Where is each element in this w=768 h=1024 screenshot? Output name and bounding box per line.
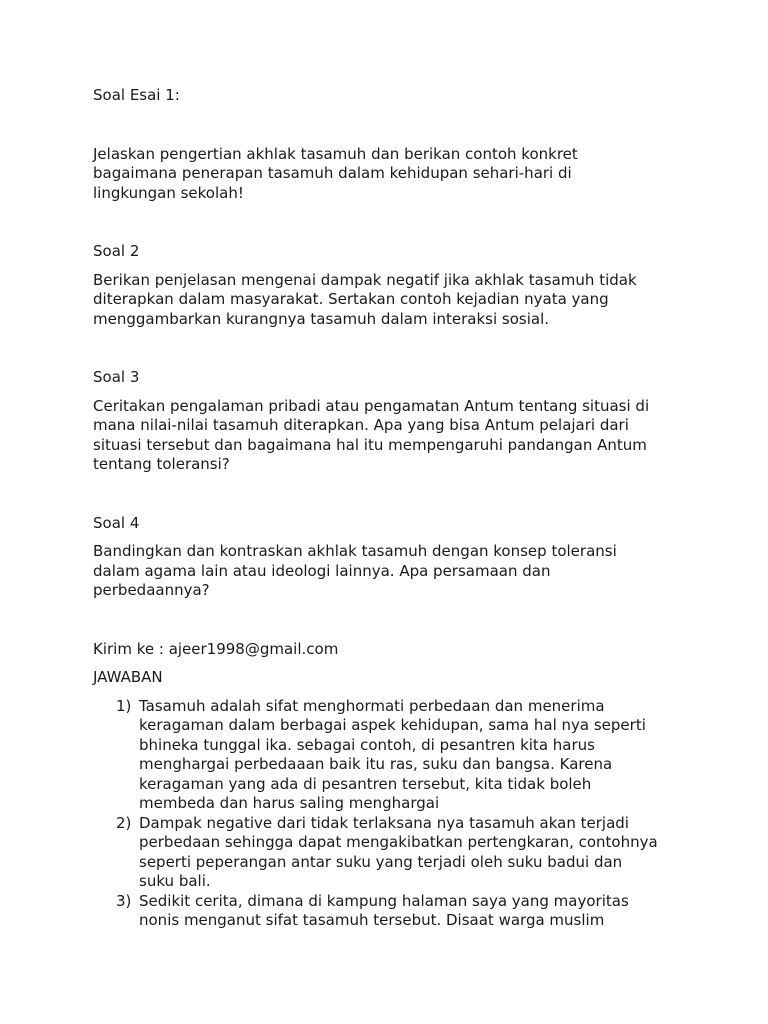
text-line: seperti peperangan antar suku yang terjadi oleh suku badui dan [139, 852, 623, 871]
text-line: perbedaan sehingga dapat mengakibatkan pertengkaran, contohnya [139, 833, 658, 851]
question-2-heading: Soal 2 [93, 242, 140, 260]
answer-number: 3) [116, 891, 132, 910]
text-line: Sedikit cerita, dimana di kampung halaman saya yang mayoritas [139, 891, 629, 910]
question-4-heading: Soal 4 [93, 513, 140, 532]
question-3-text [93, 397, 688, 475]
answers-list [93, 697, 688, 931]
text-line: bagaimana penerapan tasamuh dalam kehidupan sehari-hari di [93, 164, 572, 182]
text-line: suku bali. [139, 872, 211, 890]
text-line: keragaman dalam berbagai aspek kehidupan, sama hal nya seperti [139, 716, 646, 734]
text-line: diterapkan dalam masyarakat. Sertakan contoh kejadian nyata yang [93, 290, 609, 308]
answer-item [93, 697, 688, 814]
text-line: Jelaskan pengertian akhlak tasamuh dan berikan contoh konkret [93, 144, 578, 163]
text-line: Tasamuh adalah sifat menghormati perbedaan dan menerima [139, 696, 605, 715]
text-line: Dampak negative dari tidak terlaksana nya tasamuh akan terjadi [139, 813, 629, 832]
answer-number: 2) [116, 813, 132, 832]
text-line: situasi tersebut dan bagaimana hal itu mempengaruhi pandangan Antum [93, 435, 647, 454]
text-line: membeda dan harus saling menghargai [139, 794, 440, 812]
text-line: Ceritakan pengalaman pribadi atau pengamatan Antum tentang situasi di [93, 396, 650, 415]
answer-item [93, 814, 688, 892]
text-line: keragaman yang ada di pesantren tersebut, kita tidak boleh [139, 774, 592, 793]
text-line: menggambarkan kurangnya tasamuh dalam interaksi sosial. [93, 309, 550, 328]
text-line: perbedaannya? [93, 581, 210, 599]
text-line: tentang toleransi? [93, 455, 230, 473]
text-line: menghargai perbedaaan baik itu ras, suku dan bangsa. Karena [139, 755, 613, 773]
answer-item [93, 892, 688, 931]
text-line: Berikan penjelasan mengenai dampak negatif jika akhlak tasamuh tidak [93, 270, 637, 289]
text-line: dalam agama lain atau ideologi lainnya. Apa persamaan dan [93, 561, 551, 580]
question-3-heading: Soal 3 [93, 368, 140, 386]
answer-number: 1) [116, 696, 132, 715]
send-to-email: Kirim ke : ajeer1998@gmail.com [93, 639, 339, 658]
text-line: mana nilai-nilai tasamuh diterapkan. Apa yang bisa Antum pelajari dari [93, 416, 629, 434]
answers-heading: JAWABAN [93, 668, 163, 686]
text-line: lingkungan sekolah! [93, 183, 244, 202]
text-line: nonis menganut sifat tasamuh tersebut. Disaat warga muslim [139, 911, 605, 929]
question-1-heading: Soal Esai 1: [93, 86, 180, 104]
question-4-text [93, 542, 688, 601]
question-1-text [93, 145, 688, 204]
text-line: Bandingkan dan kontraskan akhlak tasamuh dengan konsep toleransi [93, 542, 617, 560]
text-line: bhineka tunggal ika. sebagai contoh, di pesantren kita harus [139, 735, 595, 754]
question-2-text [93, 271, 688, 330]
